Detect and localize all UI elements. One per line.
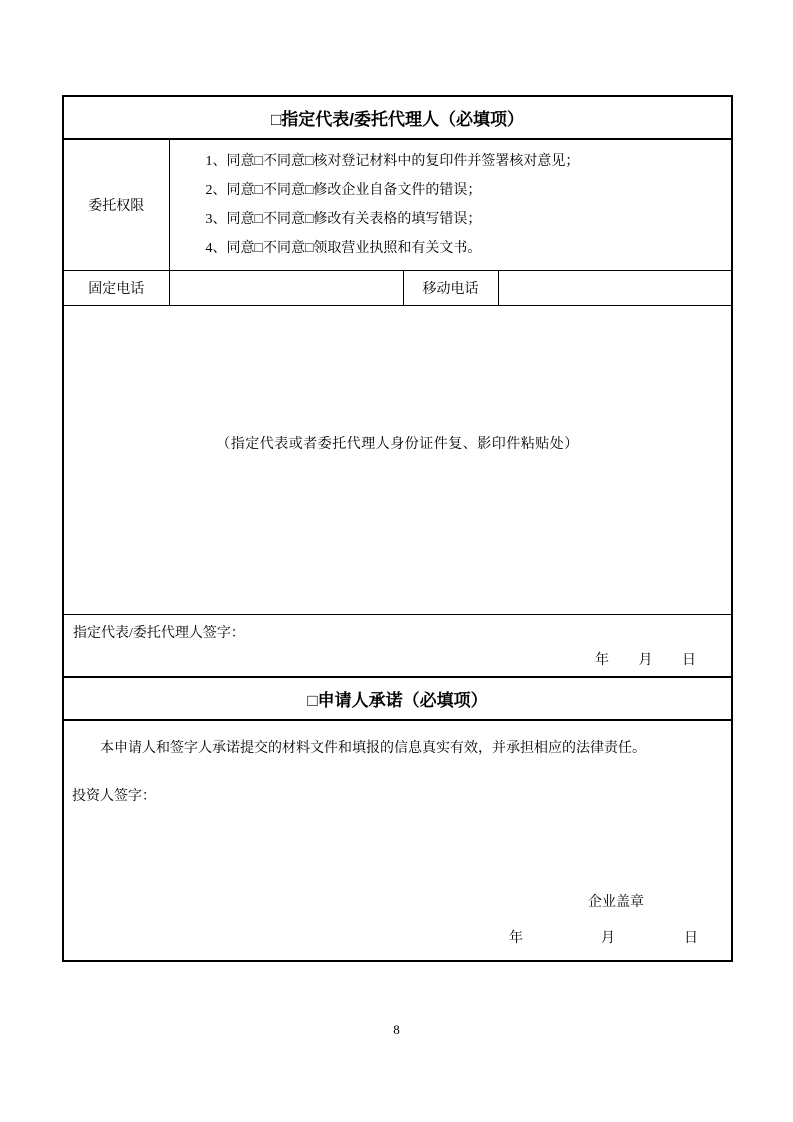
authority-item-4: 4、同意□不同意□领取营业执照和有关文书。 bbox=[205, 240, 482, 256]
investor-signature-label: 投资人签字： bbox=[72, 789, 156, 805]
company-seal-label: 企业盖章 bbox=[588, 895, 644, 910]
authority-item-1: 1、同意□不同意□核对登记材料中的复印件并签署核对意见； bbox=[205, 153, 580, 169]
agent-signature-area[interactable] bbox=[63, 614, 732, 677]
section1-title: □指定代表/委托代理人（必填项） bbox=[63, 96, 732, 139]
agent-signature-label: 指定代表/委托代理人签字： bbox=[73, 625, 245, 641]
authority-item-3: 3、同意□不同意□修改有关表格的填写错误； bbox=[205, 211, 482, 227]
commitment-area bbox=[63, 720, 732, 961]
investor-signature-area[interactable] bbox=[64, 805, 731, 865]
date-day-label: 日 bbox=[682, 653, 696, 668]
agent-signature-date bbox=[595, 649, 696, 669]
date2-month-label: 月 bbox=[601, 931, 615, 946]
commitment-row bbox=[63, 720, 732, 961]
mobile-phone-input[interactable] bbox=[498, 270, 732, 305]
date-month-label: 月 bbox=[638, 653, 653, 668]
section2-header-row bbox=[63, 677, 732, 720]
section2-title: □申请人承诺（必填项） bbox=[63, 677, 732, 720]
date2-day-label: 日 bbox=[684, 931, 698, 946]
mobile-phone-label: 移动电话 bbox=[403, 270, 498, 305]
agent-signature-row bbox=[63, 614, 732, 677]
date-year-label: 年 bbox=[595, 653, 609, 668]
id-paste-area[interactable] bbox=[63, 305, 732, 614]
date2-year-label: 年 bbox=[509, 931, 523, 946]
section1-header-row bbox=[63, 96, 732, 139]
fixed-phone-label: 固定电话 bbox=[63, 270, 169, 305]
id-paste-row bbox=[63, 305, 732, 614]
authority-label: 委托权限 bbox=[63, 139, 169, 270]
id-paste-note: （指定代表或者委托代理人身份证件复、影印件粘贴处） bbox=[216, 436, 579, 452]
authority-items bbox=[170, 147, 732, 263]
authority-row bbox=[63, 139, 732, 270]
registration-form-table bbox=[62, 95, 733, 962]
fixed-phone-input[interactable] bbox=[169, 270, 403, 305]
authority-items-cell bbox=[169, 139, 732, 270]
authority-item-2: 2、同意□不同意□修改企业自备文件的错误； bbox=[205, 182, 482, 198]
phone-row bbox=[63, 270, 732, 305]
commitment-statement: 本申请人和签字人承诺提交的材料文件和填报的信息真实有效，并承担相应的法律责任。 bbox=[100, 741, 646, 756]
page-number: 8 bbox=[393, 1022, 400, 1037]
